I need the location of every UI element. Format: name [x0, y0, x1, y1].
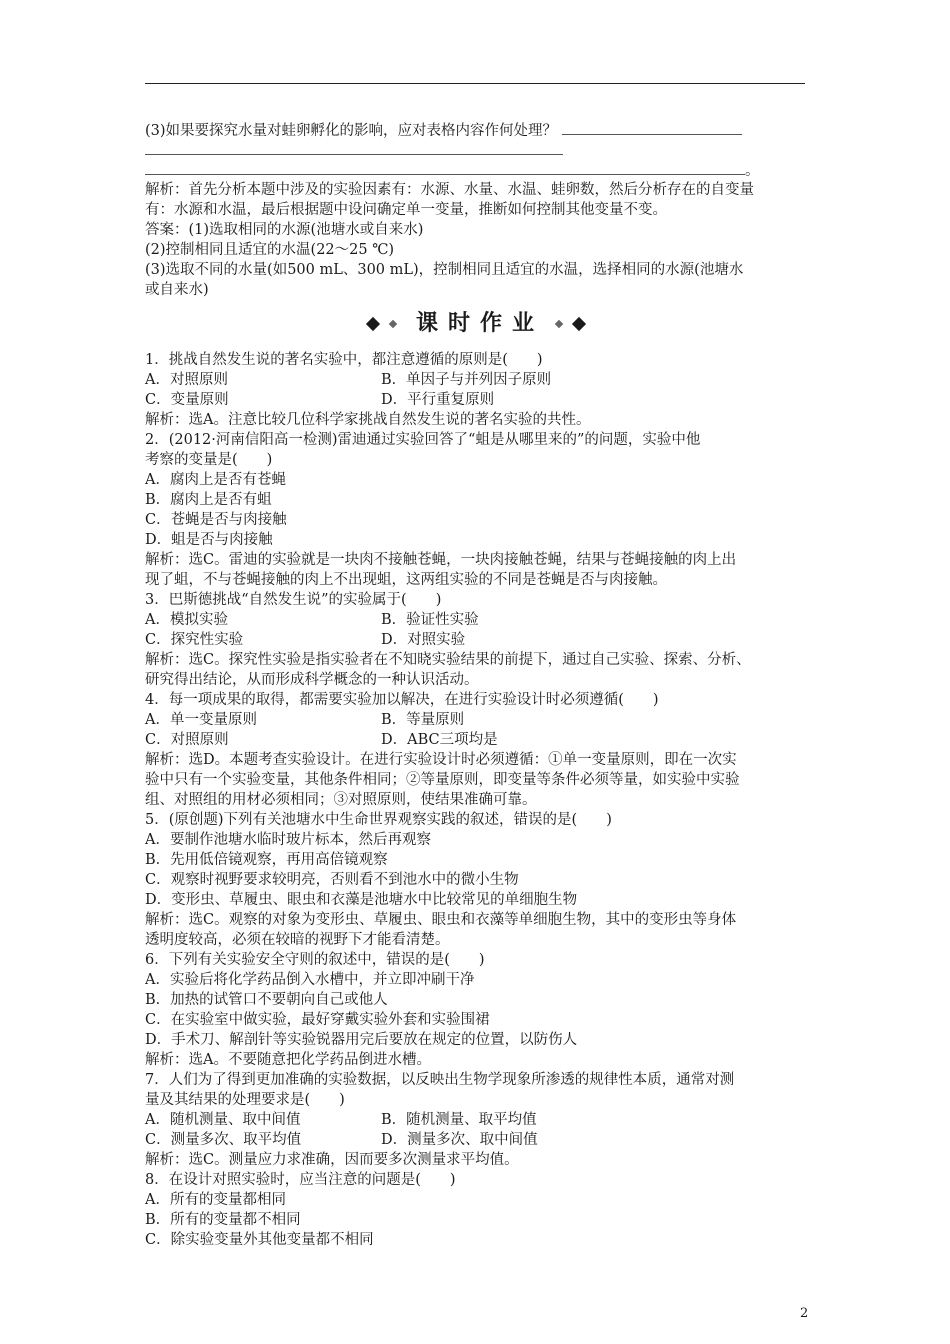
question-item — [145, 950, 807, 1070]
option-choice[interactable]: D．蛆是否与肉接触 — [145, 532, 273, 548]
option-choice[interactable]: C．观察时视野要求较明亮，否则看不到池水中的微小生物 — [145, 872, 519, 888]
option-choice[interactable]: D．ABC三项均是 — [381, 732, 498, 748]
option-choice[interactable]: B．随机测量、取平均值 — [381, 1112, 537, 1128]
analysis-line: 研究得出结论，从而形成科学概念的一种认识活动。 — [145, 672, 479, 688]
option-row — [145, 370, 807, 390]
answer-blank-line: 。 — [145, 160, 807, 180]
option-row — [145, 710, 807, 730]
option-choice[interactable]: C．对照原则 — [145, 732, 229, 748]
option-choice[interactable]: B．加热的试管口不要朝向自己或他人 — [145, 992, 388, 1008]
answer-line: 或自来水) — [145, 282, 209, 298]
option-choice[interactable]: A．腐肉上是否有苍蝇 — [145, 472, 286, 488]
analysis-line: 解析：选A。不要随意把化学药品倒进水槽。 — [145, 1052, 431, 1068]
option-choice[interactable]: A．要制作池塘水临时玻片标本，然后再观察 — [145, 832, 431, 848]
question-stem: 8．在设计对照实验时，应当注意的问题是( ) — [145, 1172, 456, 1188]
question-stem: 2．(2012·河南信阳高一检测)雷迪通过实验回答了“蛆是从哪里来的”的问题，实验中他 — [145, 432, 701, 448]
diamond-icon — [572, 317, 586, 331]
analysis-line: 有：水源和水温，最后根据题中设问确定单一变量，推断如何控制其他变量不变。 — [145, 202, 667, 218]
analysis-line: 解析：选C。测量应力求准确，因而要多次测量求平均值。 — [145, 1152, 519, 1168]
question-item — [145, 350, 807, 430]
question-stem: 6．下列有关实验安全守则的叙述中，错误的是( ) — [145, 952, 485, 968]
page-content — [145, 120, 807, 1250]
page-number: 2 — [800, 1306, 809, 1321]
option-choice[interactable]: A．模拟实验 — [145, 612, 228, 628]
option-row — [145, 630, 807, 650]
option-choice[interactable]: A．单一变量原则 — [145, 712, 257, 728]
option-choice[interactable]: B．单因子与并列因子原则 — [381, 372, 552, 388]
answer-blank[interactable] — [145, 140, 563, 155]
analysis-line: 验中只有一个实验变量，其他条件相同；②等量原则，即变量等条件必须等量，如实验中实验 — [145, 772, 740, 788]
question-item — [145, 1070, 807, 1170]
option-choice[interactable]: C．苍蝇是否与肉接触 — [145, 512, 287, 528]
option-choice[interactable]: A．对照原则 — [145, 372, 228, 388]
option-choice[interactable]: D．平行重复原则 — [381, 392, 495, 408]
question-stem: 量及其结果的处理要求是( ) — [145, 1092, 345, 1108]
question-stem: 4．每一项成果的取得，都需要实验加以解决，在进行实验设计时必须遵循( ) — [145, 692, 659, 708]
option-choice[interactable]: B．验证性实验 — [381, 612, 479, 628]
answer-blank-line — [145, 140, 807, 160]
analysis-line: 解析：选A。注意比较几位科学家挑战自然发生说的著名实验的共性。 — [145, 412, 591, 428]
analysis-line: 解析：选C。探究性实验是指实验者在不知晓实验结果的前提下，通过自己实验、探索、分析、 — [145, 652, 751, 668]
option-choice[interactable]: C．除实验变量外其他变量都不相同 — [145, 1232, 374, 1248]
question-stem: 3．巴斯德挑战“自然发生说”的实验属于( ) — [145, 592, 442, 608]
answer-line: 答案：(1)选取相同的水源(池塘水或自来水) — [145, 222, 424, 238]
option-row — [145, 610, 807, 630]
section-title: 课时作业 — [415, 311, 544, 336]
option-choice[interactable]: C．变量原则 — [145, 392, 229, 408]
question-item — [145, 1170, 807, 1250]
question-stem: 考察的变量是( ) — [145, 452, 273, 468]
diamond-icon — [389, 320, 397, 328]
question-list — [145, 350, 807, 1250]
answer-line: (2)控制相同且适宜的水温(22～25 ℃) — [145, 242, 395, 258]
option-choice[interactable]: B．腐肉上是否有蛆 — [145, 492, 272, 508]
section-banner — [145, 302, 807, 346]
analysis-line: 解析：选D。本题考查实验设计。在进行实验设计时必须遵循：①单一变量原则，即在一次实 — [145, 752, 737, 768]
option-choice[interactable]: C．测量多次、取平均值 — [145, 1132, 302, 1148]
question-item — [145, 810, 807, 950]
question-item — [145, 590, 807, 690]
answer-line: (3)选取不同的水量(如500 mL、300 mL)，控制相同且适宜的水温，选择相同的水源(池塘水 — [145, 262, 744, 278]
option-choice[interactable]: D．手术刀、解剖针等实验锐器用完后要放在规定的位置，以防伤人 — [145, 1032, 578, 1048]
option-row — [145, 730, 807, 750]
analysis-line: 组、对照组的用材必须相同；③对照原则，使结果准确可靠。 — [145, 792, 537, 808]
question-stem: 1．挑战自然发生说的著名实验中，都注意遵循的原则是( ) — [145, 352, 543, 368]
option-choice[interactable]: D．测量多次、取中间值 — [381, 1132, 538, 1148]
option-row — [145, 390, 807, 410]
option-choice[interactable]: D．对照实验 — [381, 632, 466, 648]
option-choice[interactable]: A．所有的变量都相同 — [145, 1192, 286, 1208]
analysis-line: 解析：首先分析本题中涉及的实验因素有：水源、水量、水温、蛙卵数，然后分析存在的自变量 — [145, 182, 754, 198]
analysis-line: 现了蛆，不与苍蝇接触的肉上不出现蛆，这两组实验的不同是苍蝇是否与肉接触。 — [145, 572, 667, 588]
answer-blank[interactable] — [145, 160, 745, 175]
option-choice[interactable]: B．所有的变量都不相同 — [145, 1212, 301, 1228]
question-stem: 7．人们为了得到更加准确的实验数据，以反映出生物学现象所渗透的规律性本质，通常对测 — [145, 1072, 735, 1088]
question-item — [145, 430, 807, 590]
analysis-line: 解析：选C。雷迪的实验就是一块肉不接触苍蝇，一块肉接触苍蝇，结果与苍蝇接触的肉上出 — [145, 552, 737, 568]
analysis-line: 解析：选C。观察的对象为变形虫、草履虫、眼虫和衣藻等单细胞生物，其中的变形虫等身体 — [145, 912, 737, 928]
option-choice[interactable]: B．先用低倍镜观察，再用高倍镜观察 — [145, 852, 388, 868]
question-stem: 5．(原创题)下列有关池塘水中生命世界观察实践的叙述，错误的是( ) — [145, 812, 612, 828]
analysis-line: 透明度较高，必须在较暗的视野下才能看清楚。 — [145, 932, 450, 948]
option-choice[interactable]: D．变形虫、草履虫、眼虫和衣藻是池塘水中比较常见的单细胞生物 — [145, 892, 578, 908]
question-3-prompt: (3)如果要探究水量对蛙卵孵化的影响，应对表格内容作何处理？ — [145, 120, 807, 140]
option-choice[interactable]: C．在实验室中做实验，最好穿戴实验外套和实验围裙 — [145, 1012, 490, 1028]
header-rule — [145, 83, 805, 84]
diamond-icon — [555, 320, 563, 328]
option-row — [145, 1110, 807, 1130]
option-choice[interactable]: B．等量原则 — [381, 712, 465, 728]
option-choice[interactable]: A．随机测量、取中间值 — [145, 1112, 301, 1128]
answer-blank[interactable] — [562, 120, 742, 135]
option-choice[interactable]: A．实验后将化学药品倒入水槽中，并立即冲刷干净 — [145, 972, 475, 988]
diamond-icon — [366, 317, 380, 331]
question-item — [145, 690, 807, 810]
option-choice[interactable]: C．探究性实验 — [145, 632, 244, 648]
option-row — [145, 1130, 807, 1150]
